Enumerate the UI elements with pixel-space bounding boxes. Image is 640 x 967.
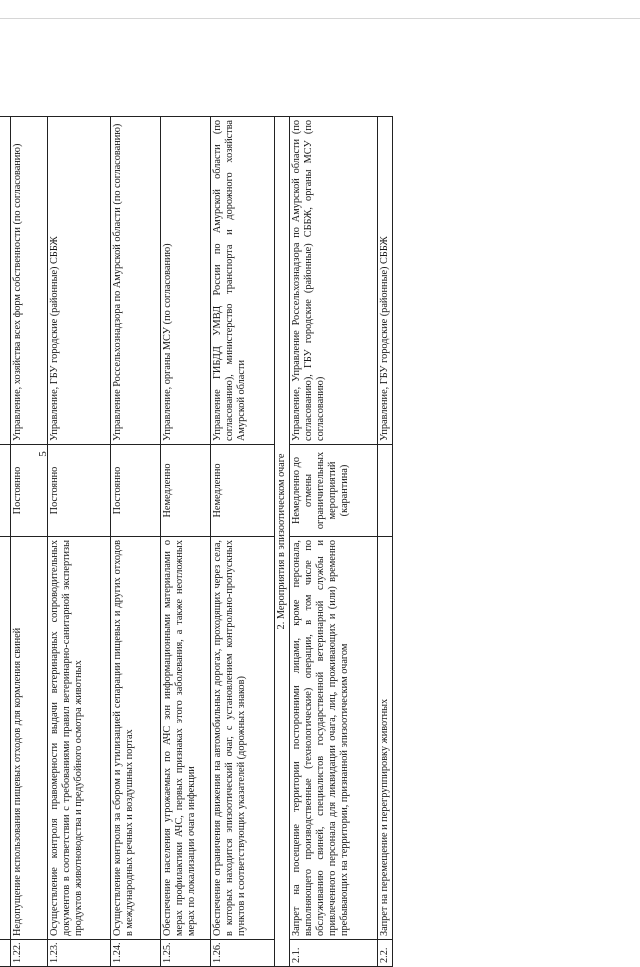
row-term: Постоянно bbox=[48, 445, 111, 537]
rotated-table-container bbox=[0, 117, 435, 967]
row-number: 1.22. bbox=[11, 940, 48, 967]
row-executor: Управление, ГБУ городские (районные) СББЖ bbox=[378, 117, 393, 445]
row-number bbox=[0, 940, 11, 967]
row-number: 2.2. bbox=[378, 940, 393, 967]
page-number: 5 bbox=[36, 451, 49, 457]
row-number: 1.24. bbox=[111, 940, 161, 967]
row-number: 1.25. bbox=[161, 940, 211, 967]
row-term: Немедленно bbox=[211, 445, 275, 537]
row-executor: Управление ГИБДД УМВД России по Амурской области (по согласованию), министерство транспорта и дорожного хозяйства Амурской области bbox=[211, 117, 275, 445]
table-body bbox=[0, 117, 393, 967]
row-term: Немедленно bbox=[161, 445, 211, 537]
table-row bbox=[378, 117, 393, 967]
table-row bbox=[11, 117, 48, 967]
measures-table bbox=[0, 116, 393, 967]
row-measure: Обеспечение населения угрожаемых по АЧС зон информационными материалами о мерах профилактики АЧС, первых признаках этого заболевания, а также неотложных мерах по локализации очага инфекции bbox=[161, 537, 211, 940]
scan-edge-line bbox=[0, 18, 640, 19]
row-executor: Управление, органы МСУ (по согласованию) bbox=[161, 117, 211, 445]
row-measure bbox=[0, 537, 11, 940]
row-executor: Управление, Управление Россельхознадзора по Амурской области (по согласованию), ГБУ городские (районные) СББЖ, органы МСУ (по согласованию) bbox=[290, 117, 378, 445]
row-executor: Управление, хозяйства всех форм собственности (по согласованию) bbox=[11, 117, 48, 445]
table-row bbox=[211, 117, 275, 967]
row-term: Постоянно bbox=[11, 445, 48, 537]
row-number: 1.23. bbox=[48, 940, 111, 967]
row-measure: Запрет на посещение территории посторонними лицами, кроме персонала, выполняющего производственные (технологические) операции, в том числе по обслуживанию свиней, специалистов государственной ветеринарной службы и привлеченного персонала для ликвидации очага, лиц, проживающих и (или) временно пребывающих на территории, признанной эпизоотическим очагом bbox=[290, 537, 378, 940]
row-measure: Осуществление контроля правомерности выдачи ветеринарных сопроводительных документов в соответствии с требованиями правил ветеринарно-санитарной экспертизы продуктов животноводства и предубойного осмотра животных bbox=[48, 537, 111, 940]
row-measure: Недопущение использования пищевых отходов для кормления свиней bbox=[11, 537, 48, 940]
row-executor bbox=[0, 117, 11, 445]
row-measure: Обеспечение ограничения движения на автомобильных дорогах, проходящих через села, в которых находится эпизоотический очаг, с установлением контрольно-пропускных пунктов и соответствующих указателей (дорожных знаков) bbox=[211, 537, 275, 940]
row-number: 1.26. bbox=[211, 940, 275, 967]
row-term bbox=[378, 445, 393, 537]
row-measure: Осуществление контроля за сбором и утилизацией сепарации пищевых и других отходов в международных речных и воздушных портах bbox=[111, 537, 161, 940]
row-executor: Управление Россельхознадзора по Амурской области (по согласованию) bbox=[111, 117, 161, 445]
section-row bbox=[275, 117, 290, 967]
table-row bbox=[161, 117, 211, 967]
table-row bbox=[0, 117, 11, 967]
table-row bbox=[111, 117, 161, 967]
row-term: Немедленно до отмены ограничительных мероприятий (карантина) bbox=[290, 445, 378, 537]
table-row bbox=[290, 117, 378, 967]
row-executor: Управление, ГБУ городские (районные) СББЖ bbox=[48, 117, 111, 445]
section-heading: 2. Мероприятия в эпизоотическом очаге bbox=[275, 117, 290, 967]
row-measure: Запрет на перемещение и перегруппировку животных bbox=[378, 537, 393, 940]
row-term bbox=[0, 445, 11, 537]
row-term: Постоянно bbox=[111, 445, 161, 537]
table-row bbox=[48, 117, 111, 967]
row-number: 2.1. bbox=[290, 940, 378, 967]
